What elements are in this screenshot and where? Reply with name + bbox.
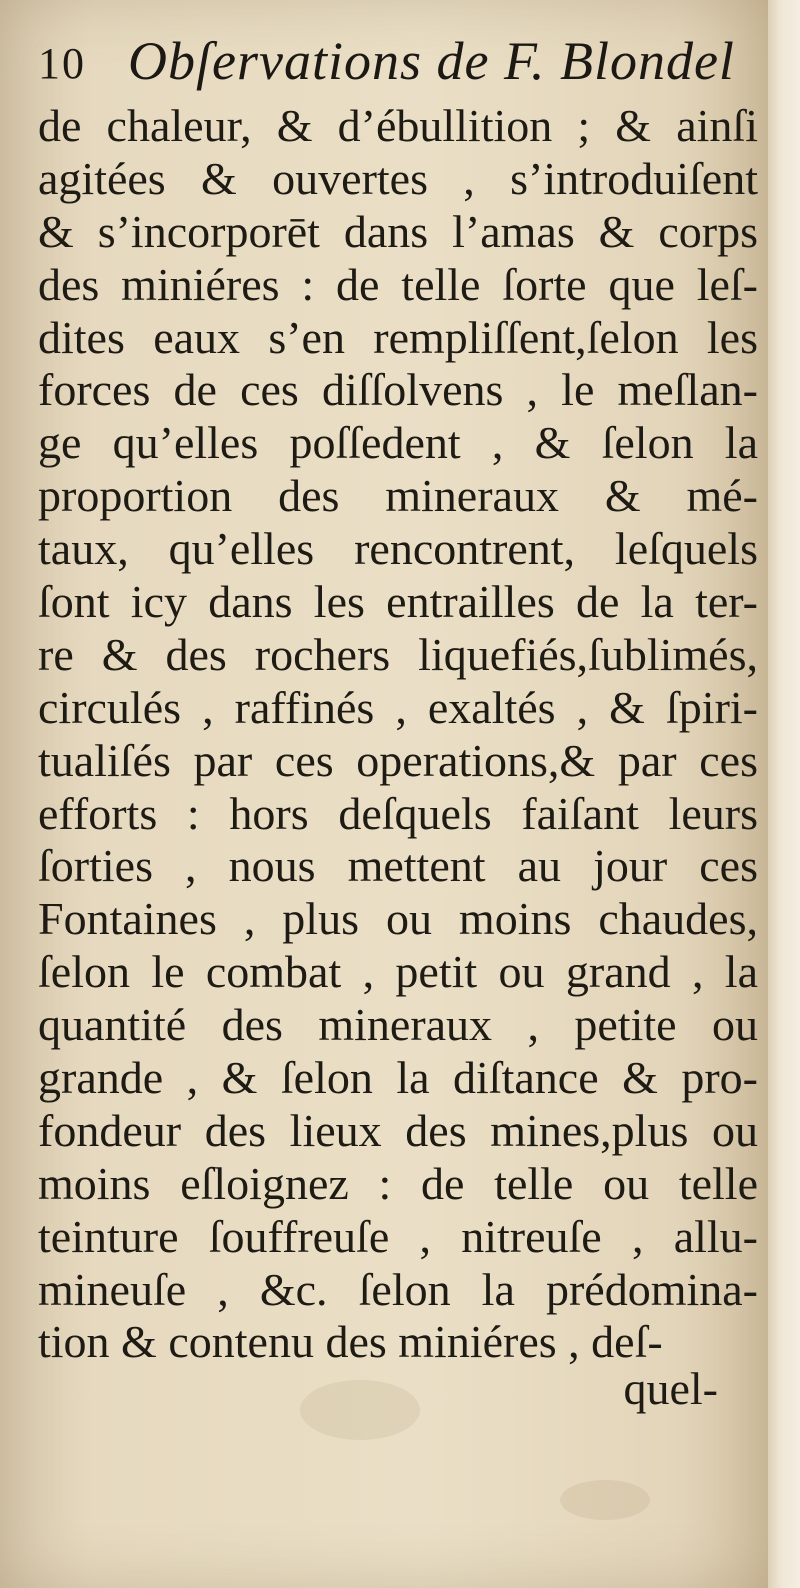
text-line: proportion des mineraux & mé-	[38, 470, 758, 522]
paper-stain	[560, 1480, 650, 1520]
text-line: re & des rochers liquefiés,ſublimés,	[38, 628, 758, 680]
catchword: quel-	[623, 1363, 718, 1414]
page-number: 10	[38, 39, 86, 88]
page-header	[38, 30, 738, 100]
text-line: des miniéres : de telle ſorte que leſ-	[38, 258, 758, 310]
text-line: de chaleur, & d’ébullition ; & ainſi	[38, 100, 758, 151]
text-line: teinture ſouffreuſe , nitreuſe , allu-	[38, 1210, 758, 1262]
text-line: ſont icy dans les entrailles de la ter-	[38, 576, 758, 628]
paper-stain	[300, 1380, 420, 1440]
text-line: dites eaux s’en rempliſſent,ſelon les	[38, 311, 758, 363]
running-head: Obſervations de F. Blondel	[128, 31, 735, 91]
text-line: fondeur des lieux des mines,plus ou	[38, 1104, 758, 1156]
body-text	[38, 100, 758, 1369]
text-line: moins eſloignez : de telle ou telle	[38, 1157, 758, 1209]
text-line: & s’incorporēt dans l’amas & corps	[38, 205, 758, 257]
text-line: efforts : hors deſquels faiſant leurs	[38, 787, 758, 839]
text-line: circulés , raffinés , exaltés , & ſpiri-	[38, 681, 758, 733]
text-line: mineuſe , &c. ſelon la prédomina-	[38, 1263, 758, 1315]
text-line: ge qu’elles poſſedent , & ſelon la	[38, 417, 758, 469]
text-line: forces de ces diſſolvens , le meſlan-	[38, 364, 758, 416]
page-edge	[768, 0, 800, 1588]
text-line: ſelon le combat , petit ou grand , la	[38, 946, 758, 998]
text-line: taux, qu’elles rencontrent, leſquels	[38, 523, 758, 575]
text-line: agitées & ouvertes , s’introduiſent	[38, 152, 758, 204]
text-line: ſorties , nous mettent au jour ces	[38, 840, 758, 892]
text-line: tualiſés par ces operations,& par ces	[38, 734, 758, 786]
text-line: grande , & ſelon la diſtance & pro-	[38, 1052, 758, 1104]
text-line: tion & contenu des miniéres , deſ-	[38, 1316, 663, 1368]
text-line: Fontaines , plus ou moins chaudes,	[38, 893, 758, 945]
text-line: quantité des mineraux , petite ou	[38, 999, 758, 1051]
